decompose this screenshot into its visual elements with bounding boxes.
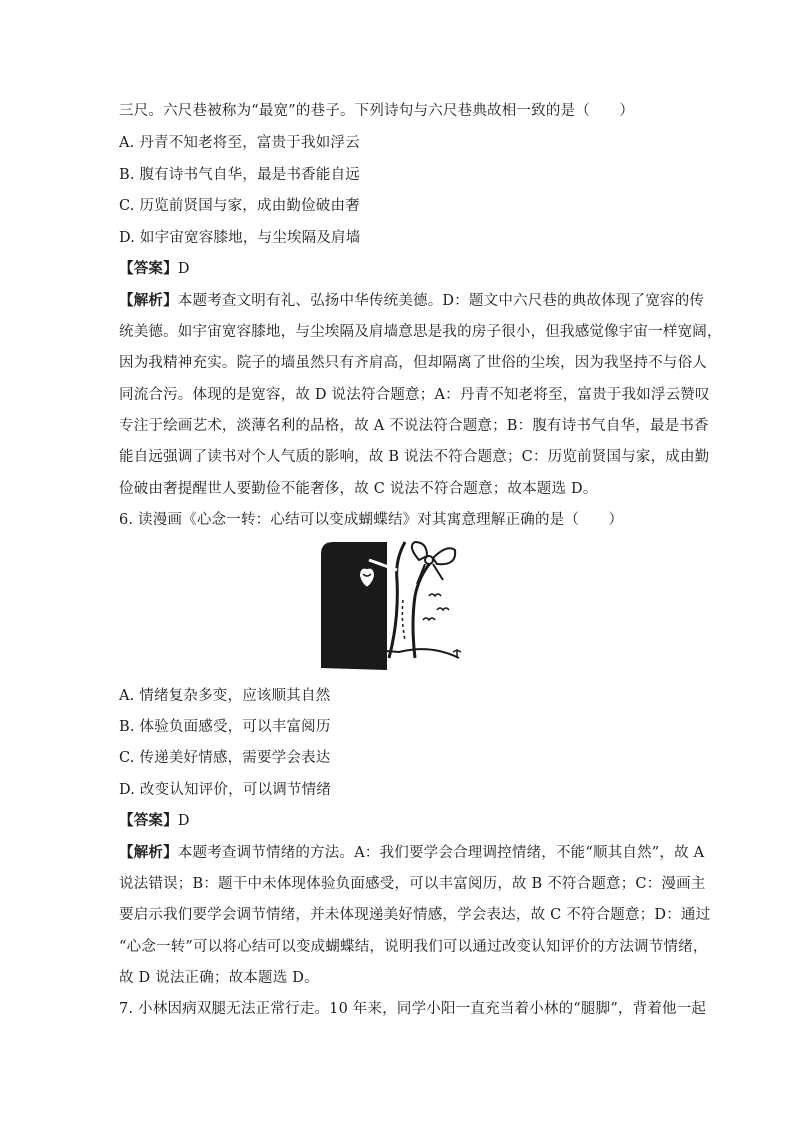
q6-answer-value: D (177, 813, 190, 829)
q5-analysis-line-3: 因为我精神充实。院子的墙虽然只有齐肩高，但却隔离了世俗的尘埃，因为我坚持不与俗人 (119, 355, 707, 371)
q5-analysis-text-1: 本题考查文明有礼、弘扬中华传统美德。D：题文中六尺巷的典故体现了宽容的传 (177, 293, 705, 309)
q5-option-b: B. 腹有诗书气自华，最是书香能自远 (119, 167, 360, 183)
q7-stem: 7. 小林因病双腿无法正常行走。10 年来，同学小阳一直充当着小林的“腿脚”，背着他一起 (119, 1001, 707, 1017)
q6-option-b: B. 体验负面感受，可以丰富阅历 (119, 719, 331, 735)
q5-stem-tail: 三尺。六尺巷被称为“最宽”的巷子。下列诗句与六尺巷典故相一致的是（ ） (119, 103, 635, 119)
q5-answer-value: D (177, 261, 190, 277)
q5-answer-label: 【答案】 (119, 260, 178, 277)
q5-analysis-line-6: 能自远强调了读书对个人气质的影响，故 B 说法不符合题意；C：历览前贤国与家，成由勤 (119, 449, 710, 465)
q6-option-c: C. 传递美好情感，需要学会表达 (119, 750, 331, 766)
comic-illustration (319, 540, 475, 670)
q6-answer-label: 【答案】 (119, 812, 178, 829)
q5-option-a: A. 丹青不知老将至，富贵于我如浮云 (119, 135, 360, 151)
q5-analysis-line-2: 统美德。如宇宙宽容膝地，与尘埃隔及肩墙意思是我的房子很小，但我感觉像宇宙一样宽阔， (119, 324, 722, 340)
q6-analysis-line-5: 故 D 说法正确；故本题选 D。 (119, 970, 319, 986)
q6-option-d: D. 改变认知评价，可以调节情绪 (119, 782, 332, 798)
q6-analysis-label: 【解析】 (119, 844, 178, 861)
q5-analysis-line-4: 同流合污。体现的是宽容，故 D 说法符合题意；A：丹青不知老将至，富贵于我如浮云赞叹 (119, 387, 710, 403)
q5-analysis-line-7: 俭破由奢提醒世人要勤俭不能奢侈，故 C 说法不符合题意；故本题选 D。 (119, 481, 598, 497)
q5-option-d: D. 如宇宙宽容膝地，与尘埃隔及肩墙 (119, 230, 361, 246)
q5-option-c: C. 历览前贤国与家，成由勤俭破由奢 (119, 198, 360, 214)
q5-answer (119, 259, 679, 279)
q6-analysis-line-2: 说法错误；B：题干中未体现体验负面感受，可以丰富阅历，故 B 不符合题意；C：漫画主 (119, 876, 706, 892)
q6-stem: 6. 读漫画《心念一转：心结可以变成蝴蝶结》对其寓意理解正确的是（ ） (119, 512, 624, 528)
q6-analysis-text-1: 本题考查调节情绪的方法。A：我们要学会合理调控情绪，不能“顺其自然”，故 A (177, 845, 705, 861)
q6-answer (119, 811, 679, 831)
q6-analysis-line-1 (119, 843, 705, 863)
q6-analysis-line-4: “心念一转”可以将心结可以变成蝴蝶结，说明我们可以通过改变认知评价的方法调节情绪， (119, 939, 708, 955)
q5-analysis-label: 【解析】 (119, 292, 178, 309)
q6-option-a: A. 情绪复杂多变，应该顺其自然 (119, 688, 331, 704)
q6-analysis-line-3: 要启示我们要学会调节情绪，并未体现递美好情感，学会表达，故 C 不符合题意；D：通过 (119, 907, 711, 923)
q5-analysis-line-1 (119, 291, 705, 311)
q5-analysis-line-5: 专注于绘画艺术，淡薄名利的品格，故 A 不说法符合题意；B：腹有诗书气自华，最是书香 (119, 418, 709, 434)
